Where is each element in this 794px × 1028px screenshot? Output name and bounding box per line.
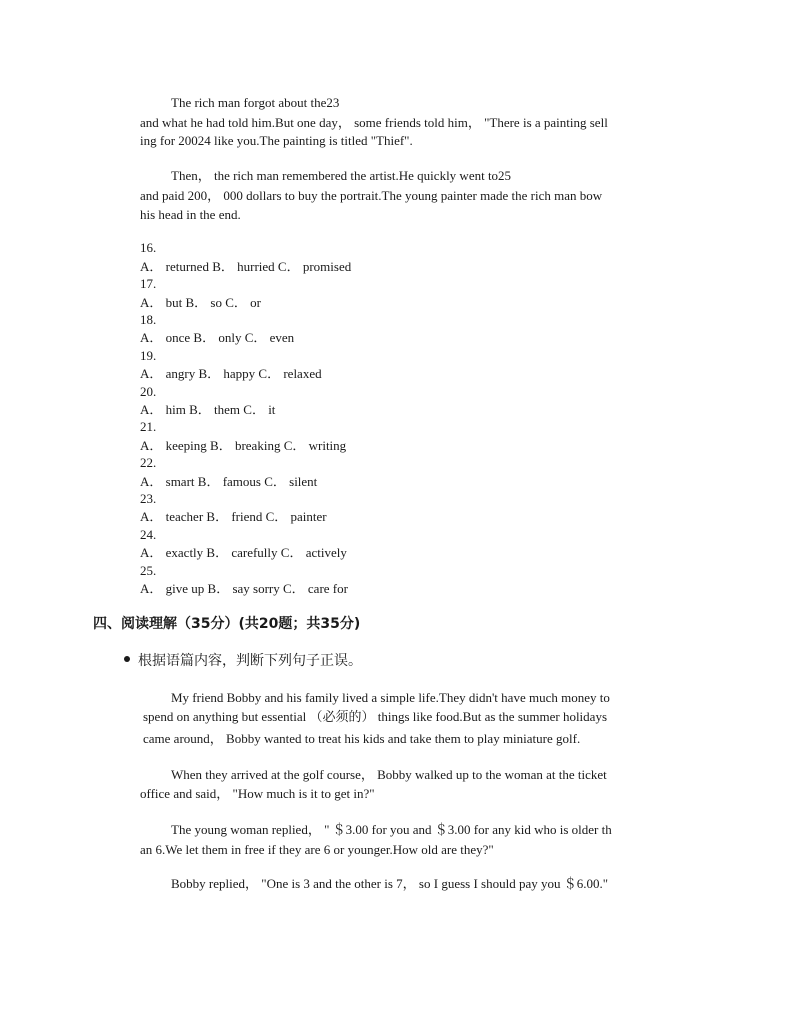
question-options: A． keeping B． breaking C． writing	[140, 438, 347, 453]
passage2-p1-line3: came around， Bobby wanted to treat his kids and take them to play miniature golf.	[143, 731, 581, 746]
passage2-p1-line1: My friend Bobby and his family lived a simple life.They didn't have much money to	[171, 690, 610, 705]
question-number: 23.	[140, 491, 157, 506]
passage1-p1-line2: and what he had told him.But one day， some friends told him， "There is a painting sell	[140, 115, 608, 130]
question-number: 24.	[140, 527, 157, 542]
passage2-p1-line2-cjk: 必须的	[322, 710, 362, 725]
passage1-p1-line1: The rich man forgot about the23	[171, 95, 340, 110]
instruction-item	[124, 651, 362, 671]
question-options: A． returned B． hurried C． promised	[140, 259, 352, 274]
instruction-text: 根据语篇内容，判断下列句子正误。	[138, 653, 362, 669]
passage2-p1-line2	[143, 708, 607, 727]
passage2-p2-line2: office and said， "How much is it to get in?"	[140, 786, 375, 801]
question-options: A． once B． only C． even	[140, 330, 295, 345]
question-options: A． exactly B． carefully C． actively	[140, 545, 347, 560]
question-number: 25.	[140, 563, 157, 578]
question-number: 21.	[140, 419, 157, 434]
question-options: A． him B． them C． it	[140, 402, 276, 417]
question-options: A． teacher B． friend C． painter	[140, 509, 327, 524]
question-options: A． give up B． say sorry C． care for	[140, 581, 348, 596]
bullet-icon	[124, 656, 130, 662]
question-number: 20.	[140, 384, 157, 399]
question-options: A． but B． so C． or	[140, 295, 261, 310]
question-options: A． smart B． famous C． silent	[140, 474, 318, 489]
passage2-p1-line2-part-b: ） things like food.But as the summer holidays	[361, 709, 608, 724]
question-options: A． angry B． happy C． relaxed	[140, 366, 322, 381]
passage2-p3-line2: an 6.We let them in free if they are 6 or younger.How old are they?"	[140, 842, 494, 857]
question-number: 17.	[140, 276, 157, 291]
section-title: 四、阅读理解（35分）(共20题；共35分)	[93, 616, 361, 632]
question-number: 22.	[140, 455, 157, 470]
passage2-p1-line2-part-a: spend on anything but essential （	[143, 709, 323, 724]
question-number: 18.	[140, 312, 157, 327]
passage2-p4-line1: Bobby replied， "One is 3 and the other is 7， so I guess I should pay you ＄6.00."	[171, 876, 609, 891]
passage2-p2-line1: When they arrived at the golf course， Bobby walked up to the woman at the ticket	[171, 767, 607, 782]
passage1-p1-line3: ing for 20024 like you.The painting is titled "Thief".	[140, 133, 413, 148]
question-number: 19.	[140, 348, 157, 363]
passage1-p2-line1: Then， the rich man remembered the artist.He quickly went to25	[171, 168, 512, 183]
question-number: 16.	[140, 240, 157, 255]
passage2-p3-line1: The young woman replied， " ＄3.00 for you and ＄3.00 for any kid who is older th	[171, 822, 612, 837]
passage1-p2-line3: his head in the end.	[140, 207, 241, 222]
passage1-p2-line2: and paid 200， 000 dollars to buy the portrait.The young painter made the rich man bow	[140, 188, 603, 203]
